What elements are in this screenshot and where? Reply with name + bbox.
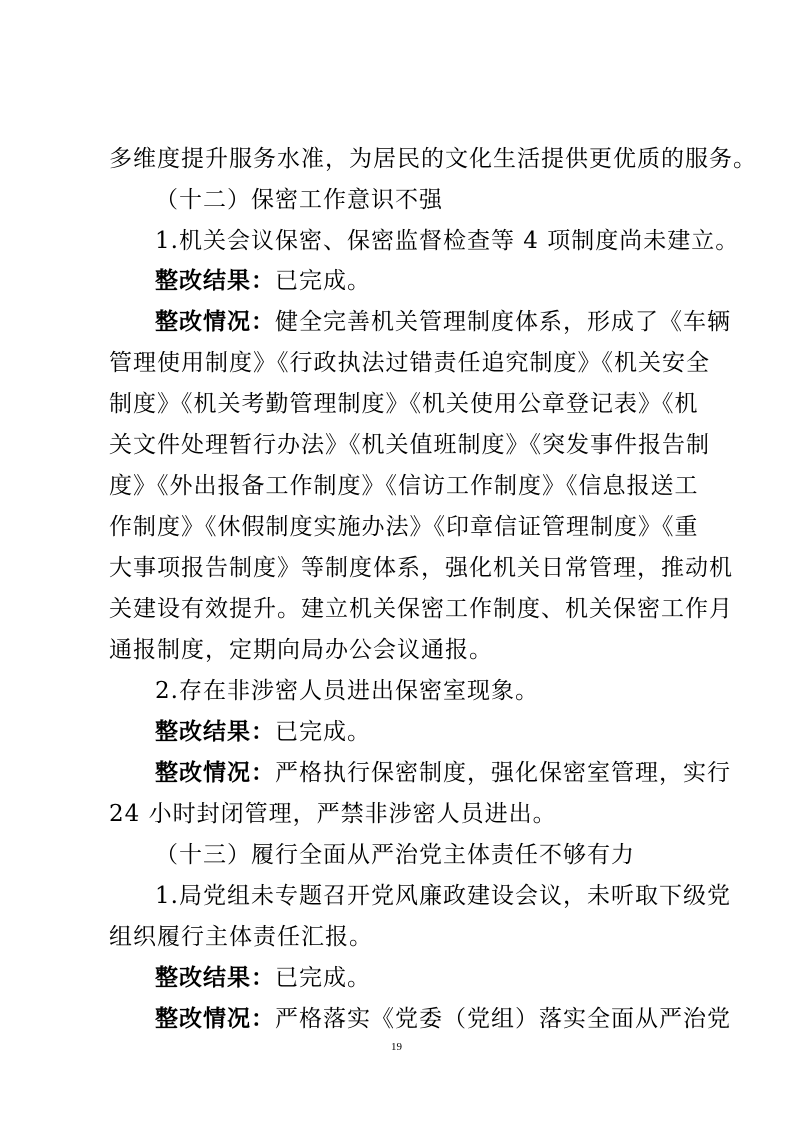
rectification-result xyxy=(155,715,689,749)
paragraph-line xyxy=(109,469,699,503)
rectification-result xyxy=(155,264,689,298)
line-text: 作制度》《休假制度实施办法》《印章信证管理制度》《重 xyxy=(109,514,699,540)
section-heading-12 xyxy=(155,183,689,217)
line-text: 组织履行主体责任汇报。 xyxy=(109,924,373,950)
line-text: 关文件处理暂行办法》《机关值班制度》《突发事件报告制 xyxy=(109,432,710,458)
result-label: 整改结果： xyxy=(155,268,275,294)
line-text: （十三）履行全面从严治党主体责任不够有力 xyxy=(155,842,635,868)
line-text: 严格落实《党委（党组）落实全面从严治党 xyxy=(275,1006,731,1032)
paragraph-line xyxy=(109,633,689,667)
line-text: （十二）保密工作意识不强 xyxy=(155,187,443,213)
issue-item xyxy=(155,674,689,708)
line-text: 通报制度，定期向局办公会议通报。 xyxy=(109,637,493,663)
line-text: 1.机关会议保密、保密监督检查等 4 项制度尚未建立。 xyxy=(155,228,740,254)
status-label: 整改情况： xyxy=(155,309,275,335)
page-number: 19 xyxy=(391,1041,402,1053)
line-text: 24 小时封闭管理，严禁非涉密人员进出。 xyxy=(109,801,557,827)
line-text: 大事项报告制度》等制度体系，强化机关日常管理，推动机 xyxy=(109,555,733,581)
result-label: 整改结果： xyxy=(155,719,275,745)
section-heading-13 xyxy=(155,838,689,872)
rectification-status xyxy=(155,1002,731,1036)
status-label: 整改情况： xyxy=(155,760,275,786)
paragraph-line xyxy=(109,592,733,626)
paragraph-line xyxy=(109,510,699,544)
line-text: 严格执行保密制度，强化保密室管理，实行 xyxy=(275,760,731,786)
status-label: 整改情况： xyxy=(155,1006,275,1032)
line-text: 已完成。 xyxy=(275,268,371,294)
rectification-result xyxy=(155,961,689,995)
rectification-status xyxy=(155,756,731,790)
result-label: 整改结果： xyxy=(155,965,275,991)
line-text: 已完成。 xyxy=(275,965,371,991)
line-text: 度》《外出报备工作制度》《信访工作制度》《信息报送工 xyxy=(109,473,699,499)
line-text: 关建设有效提升。建立机关保密工作制度、机关保密工作月 xyxy=(109,596,733,622)
line-text: 管理使用制度》《行政执法过错责任追究制度》《机关安全 xyxy=(109,350,710,376)
paragraph-line xyxy=(109,387,699,421)
line-text: 2.存在非涉密人员进出保密室现象。 xyxy=(155,678,539,704)
line-text: 已完成。 xyxy=(275,719,371,745)
paragraph-line xyxy=(109,920,689,954)
paragraph-line xyxy=(109,142,757,176)
paragraph-line xyxy=(109,551,733,585)
paragraph-line xyxy=(109,797,689,831)
line-text: 制度》《机关考勤管理制度》《机关使用公章登记表》《机 xyxy=(109,391,699,417)
line-text: 1.局党组未专题召开党风廉政建设会议，未听取下级党 xyxy=(155,883,731,909)
issue-item xyxy=(155,224,740,258)
line-text: 多维度提升服务水准，为居民的文化生活提供更优质的服务。 xyxy=(109,146,757,172)
issue-item xyxy=(155,879,731,913)
line-text: 健全完善机关管理制度体系，形成了《车辆 xyxy=(275,309,731,335)
rectification-status xyxy=(155,305,731,339)
paragraph-line xyxy=(109,346,710,380)
paragraph-line xyxy=(109,428,710,462)
